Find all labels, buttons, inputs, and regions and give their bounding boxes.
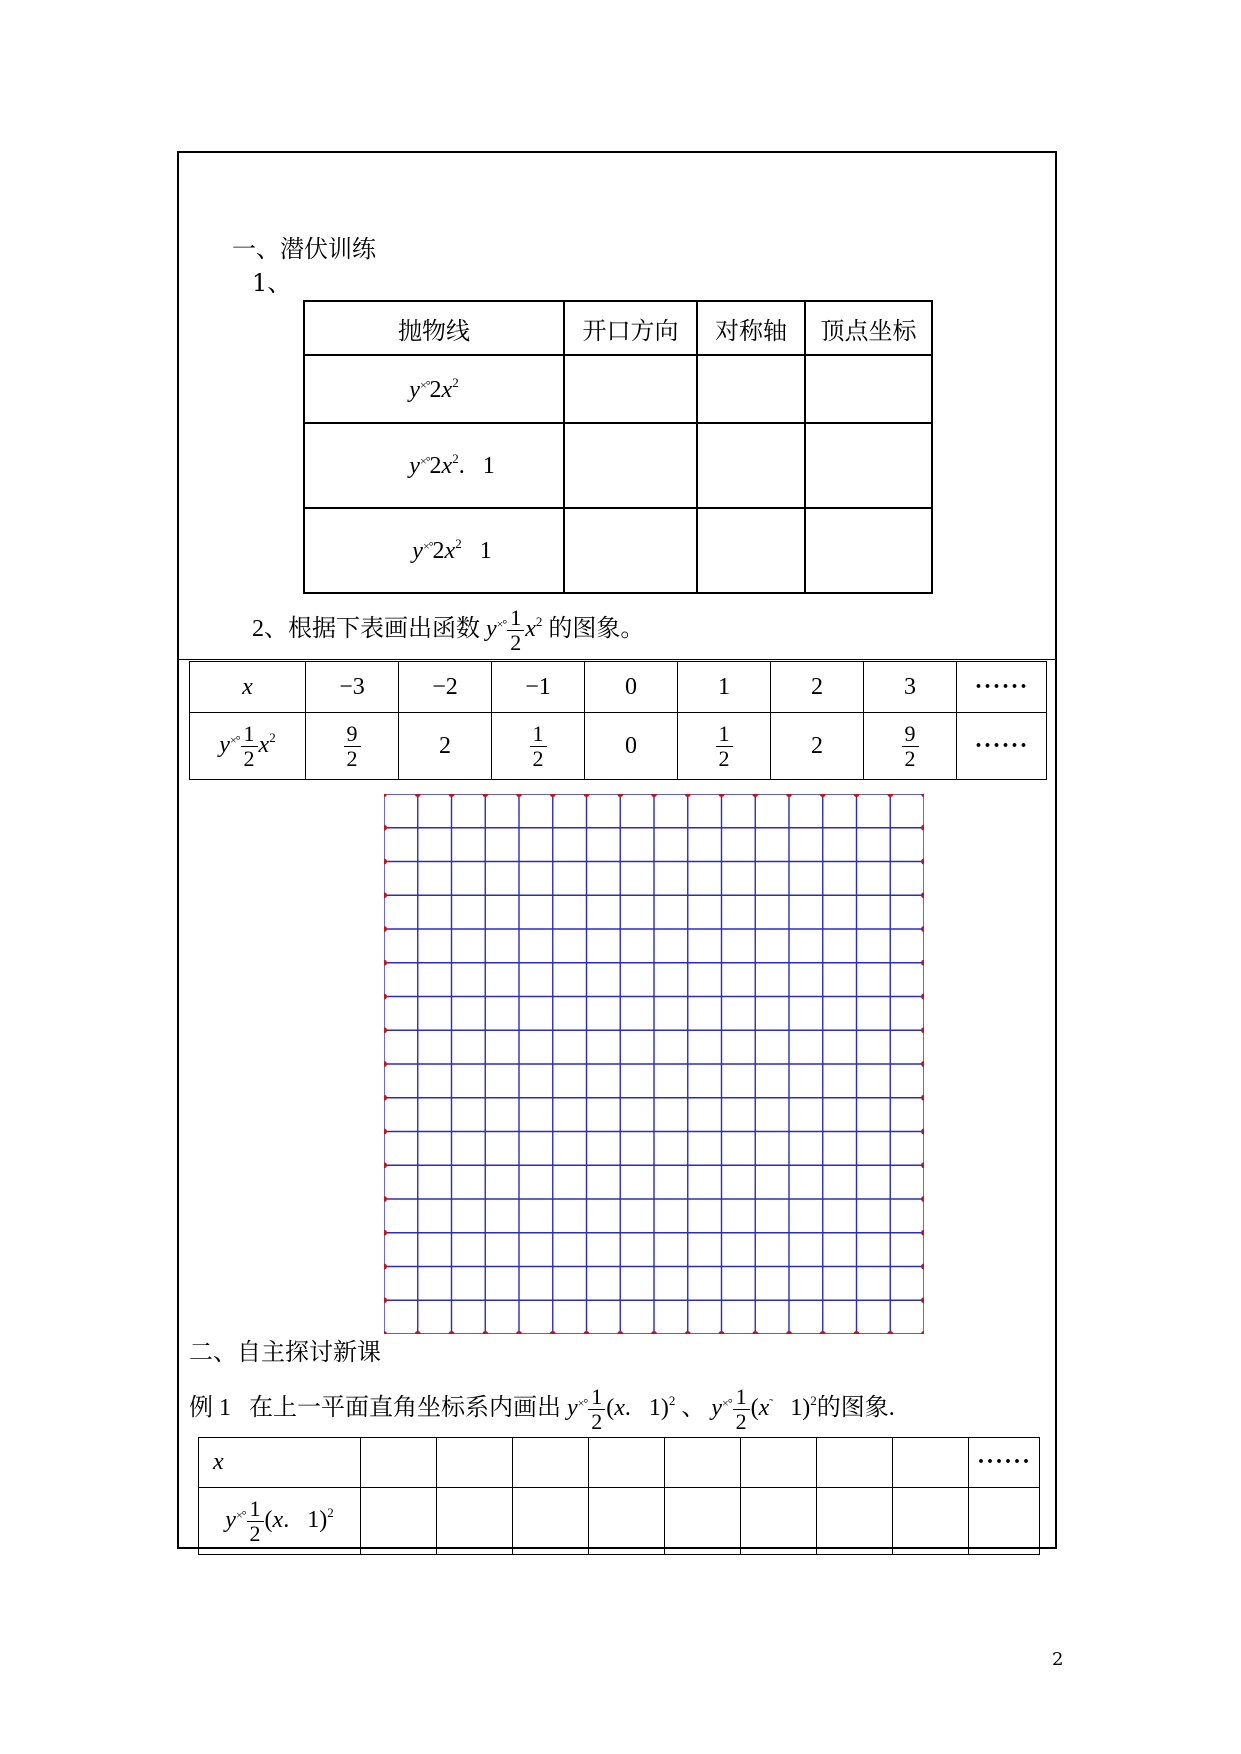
y-value-cell: 2	[399, 713, 492, 780]
grid-border-dot	[384, 960, 387, 966]
grid-border-dot	[584, 794, 590, 797]
x-label-cell: x	[190, 662, 306, 713]
grid-border-dot	[719, 794, 725, 797]
grid-border-dot	[415, 1331, 421, 1334]
x-value-cell: 1	[678, 662, 771, 713]
blank-cell[interactable]	[893, 1438, 969, 1488]
blank-cell[interactable]	[437, 1488, 513, 1555]
parabola-formula: $y^{\times^\circ}2x^2$	[304, 355, 564, 423]
answer-cell[interactable]	[805, 508, 932, 593]
answer-cell[interactable]	[564, 423, 697, 508]
grid-border-dot	[921, 825, 924, 831]
grid-border-dot	[384, 994, 387, 1000]
header-parabola: 抛物线	[304, 301, 564, 355]
example-value-table	[198, 1437, 1040, 1555]
grid-border-dot	[384, 825, 387, 831]
example-1-label: 例 1	[189, 1395, 231, 1422]
grid-border-dot	[921, 1230, 924, 1236]
section-two-title: 二、自主探讨新课	[189, 1338, 381, 1366]
item-2-suffix: 的图象。	[548, 616, 645, 643]
blank-cell[interactable]	[665, 1488, 741, 1555]
grid-border-dot	[384, 1061, 387, 1067]
blank-cell[interactable]	[969, 1488, 1040, 1555]
y-value-cell: $\frac{1}{2}$	[492, 713, 585, 780]
grid-border-dot	[921, 892, 924, 898]
grid-border-dot	[921, 994, 924, 1000]
header-vertex-coordinates: 顶点坐标	[805, 301, 932, 355]
x-value-cell: −3	[306, 662, 399, 713]
grid-border-dot	[685, 1331, 691, 1334]
grid-border-dot	[921, 859, 924, 865]
header-axis-of-symmetry: 对称轴	[697, 301, 805, 355]
answer-cell[interactable]	[697, 423, 805, 508]
grid-border-dot	[384, 1196, 387, 1202]
blank-cell[interactable]	[817, 1488, 893, 1555]
x-ellipsis-cell: ······	[969, 1438, 1040, 1488]
blank-cell[interactable]	[741, 1488, 817, 1555]
grid-border-dot	[550, 1331, 556, 1334]
answer-cell[interactable]	[805, 355, 932, 423]
x-value-cell: 0	[585, 662, 678, 713]
grid-border-dot	[921, 960, 924, 966]
answer-cell[interactable]	[805, 423, 932, 508]
blank-cell[interactable]	[665, 1438, 741, 1488]
grid-border-dot	[415, 794, 421, 797]
grid-border-dot	[786, 794, 792, 797]
grid-border-dot	[584, 1331, 590, 1334]
y-ellipsis-cell: ······	[957, 713, 1047, 780]
grid-border-dot	[651, 1331, 657, 1334]
grid-border-dot	[752, 794, 758, 797]
x-value-cell: −2	[399, 662, 492, 713]
grid-border-dot	[384, 859, 387, 865]
blank-cell[interactable]	[817, 1438, 893, 1488]
example-1-text: 在上一平面直角坐标系内画出	[249, 1395, 561, 1422]
grid-border-dot	[854, 1331, 860, 1334]
grid-border-dot	[482, 794, 488, 797]
y-value-cell: $\frac{1}{2}$	[678, 713, 771, 780]
grid-border-dot	[854, 794, 860, 797]
grid-border-dot	[921, 1027, 924, 1033]
grid-border-dot	[887, 1331, 893, 1334]
grid-border-dot	[820, 1331, 826, 1334]
y-value-cell: $\frac{9}{2}$	[864, 713, 957, 780]
blank-cell[interactable]	[589, 1438, 665, 1488]
x-label-cell: x	[199, 1438, 361, 1488]
answer-cell[interactable]	[697, 355, 805, 423]
grid-border-dot	[921, 1162, 924, 1168]
y-value-cell: 2	[771, 713, 864, 780]
blank-cell[interactable]	[361, 1438, 437, 1488]
grid-border-dot	[921, 1061, 924, 1067]
grid-border-dot	[786, 1331, 792, 1334]
grid-border-dot	[617, 794, 623, 797]
grid-lines	[384, 794, 924, 1334]
y-label-cell: y×° $\frac{1}{2}$ $x^2$	[190, 713, 306, 780]
grid-border-dot	[921, 926, 924, 932]
item-1-label: 1、	[252, 269, 292, 297]
grid-border-dot	[384, 1230, 387, 1236]
header-opening-direction: 开口方向	[564, 301, 697, 355]
grid-border-dot	[887, 794, 893, 797]
grid-border-dot	[921, 1095, 924, 1101]
grid-border-dot	[482, 1331, 488, 1334]
grid-border-dot	[384, 1162, 387, 1168]
grid-border-dot	[449, 1331, 455, 1334]
grid-border-dot	[617, 1331, 623, 1334]
section-one-title: 一、潜伏训练	[232, 235, 376, 263]
x-value-cell: 2	[771, 662, 864, 713]
blank-cell[interactable]	[513, 1438, 589, 1488]
grid-border-dot	[921, 1196, 924, 1202]
x-ellipsis-cell: ······	[957, 662, 1047, 713]
grid-border-dot	[921, 1297, 924, 1303]
y-value-cell: $\frac{9}{2}$	[306, 713, 399, 780]
item-2-instruction: 2、根据下表画出函数 y×° $\frac{1}{2}$ $x^2$ 的图象。	[252, 605, 645, 655]
x-value-cell: 3	[864, 662, 957, 713]
grid-border-dot	[384, 1027, 387, 1033]
grid-border-dot	[719, 1331, 725, 1334]
value-table	[189, 661, 1047, 780]
grid-border-dot	[384, 926, 387, 932]
grid-border-dot	[384, 794, 387, 797]
blank-cell[interactable]	[589, 1488, 665, 1555]
grid-border-dot	[820, 794, 826, 797]
grid-border-dot	[651, 794, 657, 797]
blank-cell[interactable]	[361, 1488, 437, 1555]
answer-cell[interactable]	[697, 508, 805, 593]
grid-border-dot	[921, 1331, 924, 1334]
grid-border-dot	[516, 794, 522, 797]
grid-border-dot	[550, 794, 556, 797]
blank-cell[interactable]	[893, 1488, 969, 1555]
answer-cell[interactable]	[564, 508, 697, 593]
grid-border-dot	[921, 1264, 924, 1270]
parabola-formula: $y^{\times^\circ}2x^2$. 1	[304, 423, 564, 508]
grid-border-dot	[384, 1129, 387, 1135]
blank-cell[interactable]	[513, 1488, 589, 1555]
example-1-line: 例 1 在上一平面直角坐标系内画出 y×° $\frac{1}{2}$ (x. 1)$^2$ 、 y×° $\frac{1}{2}$ (x˜ 1)$^2$的图象.	[189, 1384, 895, 1434]
example-1-suffix: 的图象.	[816, 1395, 895, 1422]
blank-cell[interactable]	[741, 1438, 817, 1488]
y-value-cell: 0	[585, 713, 678, 780]
grid-border-dot	[384, 1264, 387, 1270]
parabola-formula: $y^{\times^\circ}2x^2$ 1	[304, 508, 564, 593]
grid-border-dot	[384, 892, 387, 898]
frame-divider	[177, 659, 1057, 660]
grid-border-dot	[449, 794, 455, 797]
grid-border-dot	[752, 1331, 758, 1334]
parabola-properties-table	[303, 300, 933, 594]
coordinate-grid[interactable]	[384, 794, 924, 1334]
item-2-prefix: 2、根据下表画出函数	[252, 616, 480, 643]
blank-cell[interactable]	[437, 1438, 513, 1488]
answer-cell[interactable]	[564, 355, 697, 423]
grid-border-dot	[384, 1297, 387, 1303]
x-value-cell: −1	[492, 662, 585, 713]
page-number: 2	[1052, 1649, 1064, 1670]
grid-border-dot	[921, 794, 924, 797]
grid-border-dot	[921, 1129, 924, 1135]
y-label-cell: y×° $\frac{1}{2}$ (x. 1)$^2$	[199, 1488, 361, 1555]
grid-border-dot	[384, 1095, 387, 1101]
grid-border-dot	[685, 794, 691, 797]
grid-border-dot	[384, 1331, 387, 1334]
grid-border-dot	[516, 1331, 522, 1334]
